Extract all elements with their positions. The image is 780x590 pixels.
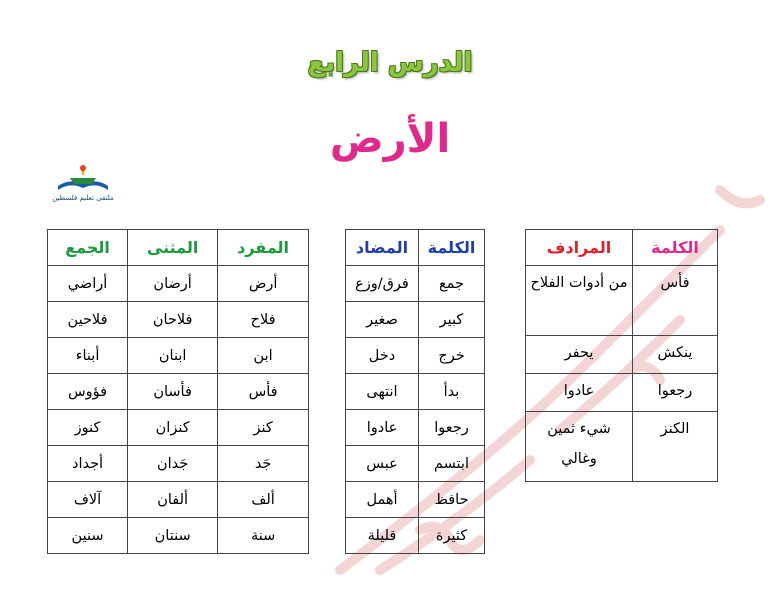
logo: [48, 162, 118, 204]
cell: شيء ثمين وغالي: [526, 412, 633, 482]
cell: فلاحين: [48, 302, 128, 338]
cell: سنين: [48, 518, 128, 554]
cell: كثيرة: [418, 518, 484, 554]
table-row: [526, 266, 718, 336]
table-row: [526, 412, 718, 482]
cell: انتهى: [346, 374, 419, 410]
header-dual: المثنى: [128, 230, 218, 266]
table-row: [346, 482, 485, 518]
cell: صغير: [346, 302, 419, 338]
cell: أجداد: [48, 446, 128, 482]
table-row: [48, 266, 309, 302]
antonyms-table: [345, 229, 485, 554]
cell: خرج: [418, 338, 484, 374]
table-row: [48, 338, 309, 374]
logo-text: ملتقى تعليم فلسطين: [52, 194, 114, 202]
cell: سنة: [218, 518, 309, 554]
cell: عادوا: [346, 410, 419, 446]
cell: أرض: [218, 266, 309, 302]
table-row: [346, 338, 485, 374]
cell: أرضان: [128, 266, 218, 302]
synonyms-table: [525, 229, 718, 482]
cell: عادوا: [526, 374, 633, 412]
cell: فلاح: [218, 302, 309, 338]
cell: أراضي: [48, 266, 128, 302]
cell: قليلة: [346, 518, 419, 554]
table-row: [346, 302, 485, 338]
cell: رجعوا: [418, 410, 484, 446]
table-row: [48, 302, 309, 338]
table-row: [346, 266, 485, 302]
header-synonym: المرادف: [526, 230, 633, 266]
table-row: [48, 482, 309, 518]
cell: فرق/وزع: [346, 266, 419, 302]
cell: دخل: [346, 338, 419, 374]
cell: ينكش: [633, 336, 718, 374]
cell: جَدان: [128, 446, 218, 482]
table-row: [346, 410, 485, 446]
table-row: [526, 336, 718, 374]
cell: أهمل: [346, 482, 419, 518]
header-singular: المفرد: [218, 230, 309, 266]
cell: عبس: [346, 446, 419, 482]
header-word: الكلمة: [418, 230, 484, 266]
cell: فؤوس: [48, 374, 128, 410]
cell: فلاحان: [128, 302, 218, 338]
cell: يحفر: [526, 336, 633, 374]
cell: رجعوا: [633, 374, 718, 412]
cell: فأس: [218, 374, 309, 410]
cell: ابنان: [128, 338, 218, 374]
cell: كنزان: [128, 410, 218, 446]
cell: سنتان: [128, 518, 218, 554]
cell: آلاف: [48, 482, 128, 518]
header-word: الكلمة: [633, 230, 718, 266]
cell: كبير: [418, 302, 484, 338]
lesson-title: الدرس الرابع: [307, 48, 473, 78]
cell: فأس: [633, 266, 718, 336]
cell: الكنز: [633, 412, 718, 482]
cell: كنوز: [48, 410, 128, 446]
table-row: [346, 374, 485, 410]
page-title: الأرض: [329, 116, 451, 162]
cell: ابن: [218, 338, 309, 374]
cell: جمع: [418, 266, 484, 302]
cell: فأسان: [128, 374, 218, 410]
cell: ابتسم: [418, 446, 484, 482]
cell: ألفان: [128, 482, 218, 518]
table-row: [48, 446, 309, 482]
table-row: [346, 446, 485, 482]
cell: حافظ: [418, 482, 484, 518]
table-row: [48, 518, 309, 554]
cell: أبناء: [48, 338, 128, 374]
table-row: [526, 374, 718, 412]
header-plural: الجمع: [48, 230, 128, 266]
cell: من أدوات الفلاح: [526, 266, 633, 336]
cell: ألف: [218, 482, 309, 518]
book-icon: [48, 162, 118, 194]
table-row: [346, 518, 485, 554]
table-row: [48, 410, 309, 446]
cell: بدأ: [418, 374, 484, 410]
header-antonym: المضاد: [346, 230, 419, 266]
plurals-table: [47, 229, 309, 554]
table-row: [48, 374, 309, 410]
cell: جَد: [218, 446, 309, 482]
cell: كنز: [218, 410, 309, 446]
